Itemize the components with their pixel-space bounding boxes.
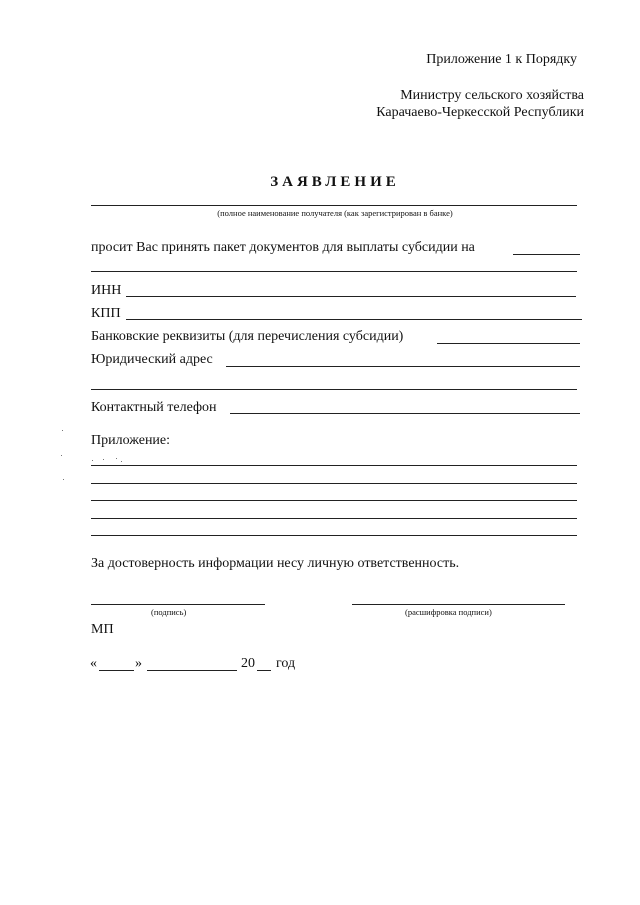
scan-speck xyxy=(92,460,93,461)
subsidy-purpose-continuation-line[interactable] xyxy=(91,271,577,272)
scan-speck xyxy=(116,458,117,459)
attachments-label: Приложение: xyxy=(91,433,171,448)
recipient-name-hint: (полное наименование получателя (как зарегистрирован в банке) xyxy=(217,208,453,218)
attachment-line-4[interactable] xyxy=(91,518,577,519)
legal-address-label: Юридический адрес xyxy=(91,352,213,367)
phone-label: Контактный телефон xyxy=(91,400,217,415)
inn-label: ИНН xyxy=(91,283,122,298)
recipient-line-2: Карачаево-Черкесской Республики xyxy=(376,105,584,120)
scan-speck xyxy=(62,430,63,431)
date-month-line[interactable] xyxy=(147,670,237,671)
signature-line[interactable] xyxy=(91,604,265,605)
request-text: просит Вас принять пакет документов для выплаты субсидии на xyxy=(91,240,475,255)
stamp-place: МП xyxy=(91,622,114,637)
date-century: 20 xyxy=(241,656,255,671)
document-title: ЗАЯВЛЕНИЕ xyxy=(270,174,400,190)
inn-line[interactable] xyxy=(126,296,576,297)
signature-hint: (подпись) xyxy=(151,607,187,617)
responsibility-statement: За достоверность информации несу личную ответственность. xyxy=(91,556,460,571)
attachment-line-1[interactable] xyxy=(91,465,577,466)
legal-address-line[interactable] xyxy=(226,366,580,367)
bank-details-label: Банковские реквизиты (для перечисления субсидии) xyxy=(91,329,404,344)
date-year-word: год xyxy=(276,656,296,671)
date-year-line[interactable] xyxy=(257,670,271,671)
kpp-label: КПП xyxy=(91,306,121,321)
bank-details-line[interactable] xyxy=(437,343,580,344)
recipient-name-line[interactable] xyxy=(91,205,577,206)
scan-speck xyxy=(63,479,64,480)
subsidy-purpose-line[interactable] xyxy=(513,254,580,255)
attachment-line-5[interactable] xyxy=(91,535,577,536)
kpp-line[interactable] xyxy=(126,319,582,320)
scan-speck xyxy=(103,459,104,460)
date-day-line[interactable] xyxy=(99,670,134,671)
scan-speck xyxy=(121,461,122,462)
date-open-quote: « xyxy=(90,656,97,671)
signature-decoding-hint: (расшифровка подписи) xyxy=(405,607,492,617)
attachment-line-3[interactable] xyxy=(91,500,577,501)
phone-line[interactable] xyxy=(230,413,580,414)
scan-speck xyxy=(61,455,62,456)
attachment-line-2[interactable] xyxy=(91,483,577,484)
signature-decoding-line[interactable] xyxy=(352,604,565,605)
recipient-line-1: Министру сельского хозяйства xyxy=(400,88,584,103)
appendix-note: Приложение 1 к Порядку xyxy=(426,52,577,67)
date-close-quote: » xyxy=(135,656,142,671)
legal-address-continuation-line[interactable] xyxy=(91,389,577,390)
